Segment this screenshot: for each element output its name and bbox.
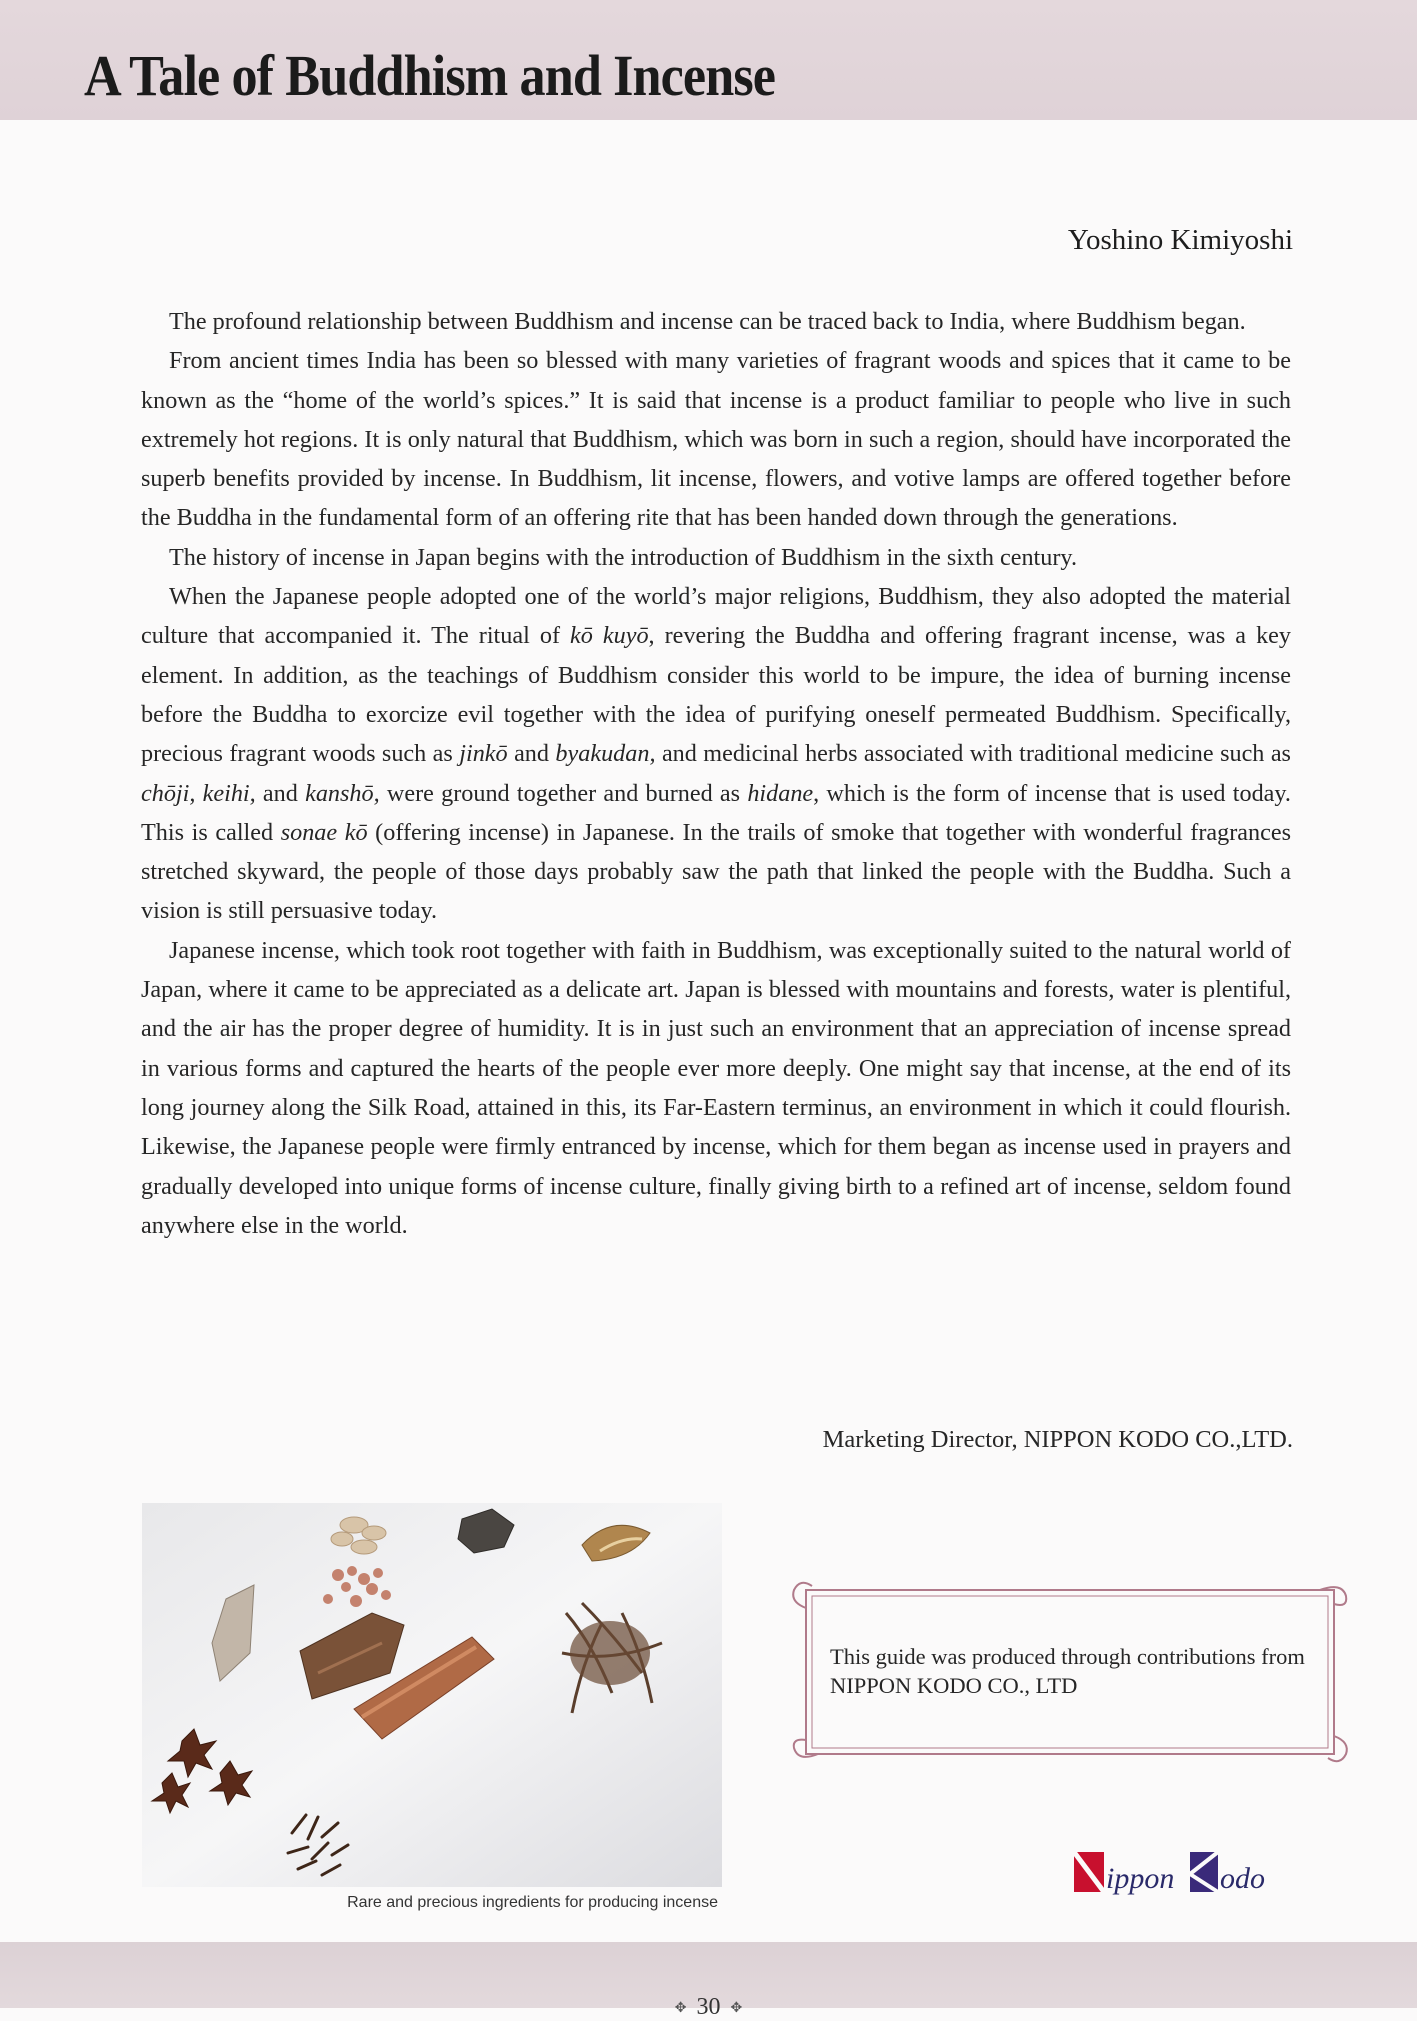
italic-term: sonae kō bbox=[280, 818, 368, 846]
text-run: When the Japanese people adopted one of the world’s major religions, Buddhism, they also adopted the material culture that accompanied it. The ritual of bbox=[141, 583, 1291, 650]
italic-term: jinkō bbox=[459, 740, 508, 768]
page-number-text: 30 bbox=[696, 1994, 721, 2020]
italic-term: kō kuyō bbox=[570, 622, 649, 650]
text-run: Japanese incense, which took root together with faith in Buddhism, was exceptionally suited to the natural world of Japan, where it came to be appreciated as a delicate art. Japan is blessed with mountains and forests, water is plentiful, and the air has the proper degree of humidity. It is in just such an environment that an appreciation of incense spread in various forms and captured the hearts of the people ever more deeply. One might say that incense, at the end of its long journey along the Silk Road, attained in this, its Far-Eastern terminus, an environment in which it could flourish. Likewise, the Japanese people were firmly entranced by incense, which for them began as incense used in prayers and gradually developed into unique forms of incense culture, finally giving birth to a refined art of incense, seldom found anywhere else in the world. bbox=[141, 936, 1291, 1239]
italic-term: byakudan, bbox=[555, 740, 656, 768]
ingredients-photo bbox=[142, 1503, 722, 1887]
article-paragraph bbox=[141, 577, 1291, 931]
article-paragraph bbox=[141, 302, 1291, 341]
italic-term: hidane bbox=[747, 779, 814, 807]
article-paragraph bbox=[141, 341, 1291, 537]
svg-text:odo: odo bbox=[1220, 1862, 1265, 1895]
text-run: , which is the form of incense that is used today. This is called bbox=[141, 779, 1291, 846]
page-title: A Tale of Buddhism and Incense bbox=[84, 43, 776, 108]
article-body bbox=[141, 302, 1291, 1245]
author-signature: Marketing Director, NIPPON KODO CO.,LTD. bbox=[822, 1426, 1293, 1453]
article-paragraph bbox=[141, 538, 1291, 577]
text-run: From ancient times India has been so blessed with many varieties of fragrant woods and spices that it came to be known as the “home of the world’s spices.” It is said that incense is a product familiar to people who live in such extremely hot regions. It is only natural that Buddhism, which was born in such a region, should have incorporated the superb benefits provided by incense. In Buddhism, lit incense, flowers, and votive lamps are offered together before the Buddha in the fundamental form of an offering rite that has been handed down through the generations. bbox=[141, 347, 1291, 532]
text-run: (offering incense) in Japanese. In the trails of smoke that together with wonderful fragrances stretched skyward, the people of those days probably saw the path that linked the people with the Buddha. Such a vision is still persuasive today. bbox=[141, 818, 1291, 925]
text-run: The history of incense in Japan begins with the introduction of Buddhism in the sixth century. bbox=[169, 543, 1077, 571]
article-paragraph bbox=[141, 931, 1291, 1245]
ingredients-photo-art bbox=[142, 1503, 722, 1887]
ornament-left-icon: ✥ bbox=[674, 2000, 687, 2016]
text-run: , revering the Buddha and offering fragrant incense, was a key element. In addition, as the teachings of Buddhism consider this world to be impure, the idea of burning incense before the Buddha to exorcize evil together with the idea of purifying oneself permeated Buddhism. Specifically, precious fragrant woods such as bbox=[141, 622, 1291, 768]
nippon-kodo-logo bbox=[1068, 1846, 1288, 1900]
svg-text:ippon: ippon bbox=[1106, 1862, 1175, 1895]
photo-caption: Rare and precious ingredients for producing incense bbox=[347, 1894, 718, 1911]
nippon-kodo-logo-icon bbox=[1068, 1846, 1288, 1900]
author-name: Yoshino Kimiyoshi bbox=[1067, 224, 1293, 256]
credit-box bbox=[790, 1578, 1355, 1768]
italic-term: chōji, keihi, bbox=[141, 779, 256, 807]
text-run: and medicinal herbs associated with traditional medicine such as bbox=[655, 740, 1291, 768]
italic-term: kanshō, bbox=[305, 779, 380, 807]
text-run: and bbox=[507, 740, 556, 768]
credit-text: This guide was produced through contributions from NIPPON KODO CO., LTD bbox=[830, 1644, 1305, 1698]
text-run: and bbox=[255, 779, 306, 807]
text-run: The profound relationship between Buddhism and incense can be traced back to India, where Buddhism began. bbox=[169, 308, 1246, 335]
ornament-right-icon: ✥ bbox=[730, 2000, 743, 2016]
text-run: were ground together and burned as bbox=[379, 779, 748, 807]
